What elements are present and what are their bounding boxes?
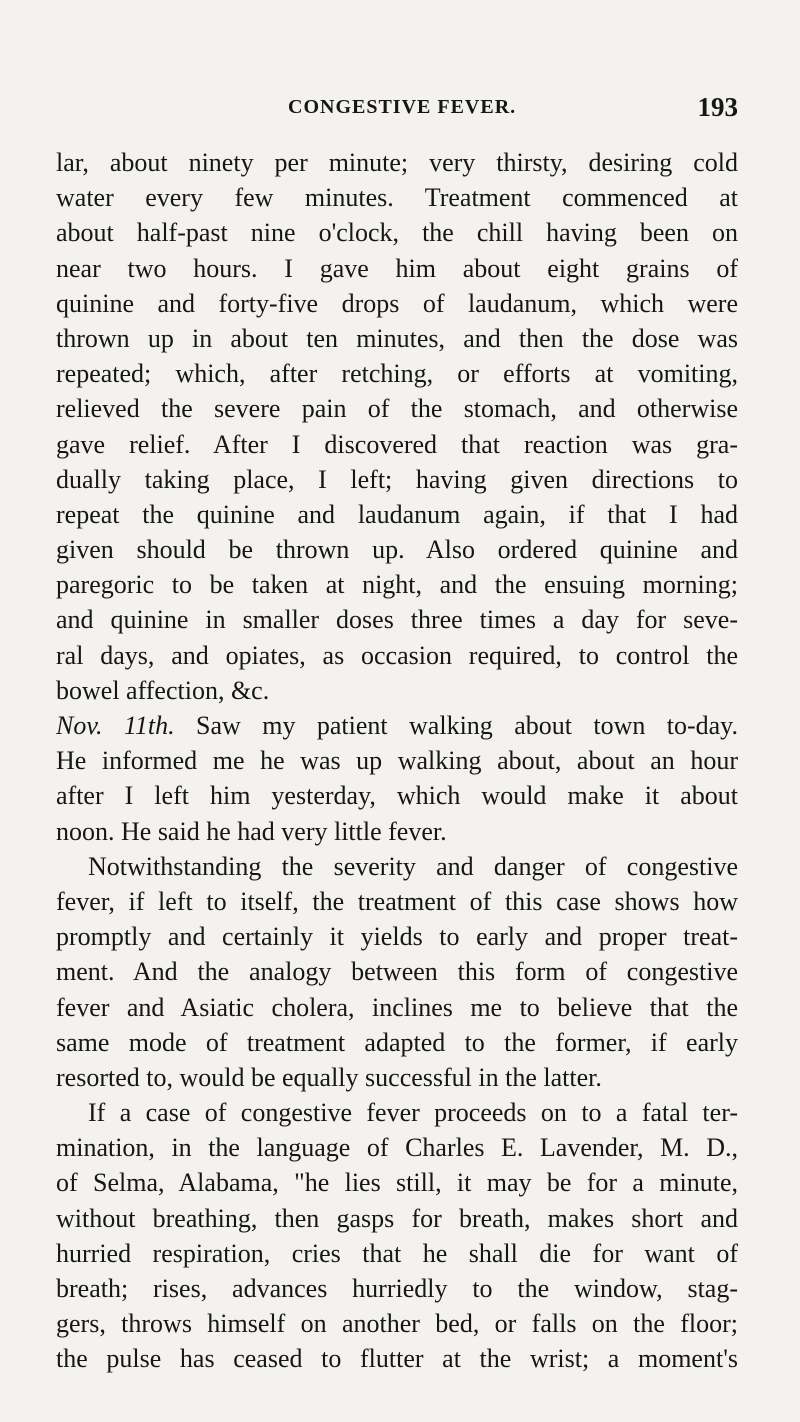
text-line: bowel affection, &c.: [56, 675, 270, 705]
text-line: noon. He said he had very little fever.: [56, 816, 447, 846]
text-line: ment. And the analogy between this form of congestive: [56, 957, 738, 987]
text-line: breath; rises, advances hurriedly to the window, stag-: [56, 1274, 738, 1303]
text-line: about half-past nine o'clock, the chill having been on: [56, 218, 738, 248]
text-line: hurried respiration, cries that he shall die for want of: [56, 1238, 738, 1268]
text-line: the pulse has ceased to flutter at the wrist; a moment's: [56, 1344, 738, 1374]
text-line: fever and Asiatic cholera, inclines me to believe that the: [56, 992, 738, 1022]
text-line: paregoric to be taken at night, and the ensuing morning;: [56, 570, 738, 600]
body-text: [56, 145, 738, 1377]
text-line: dually taking place, I left; having given directions to: [56, 464, 738, 494]
text-line: ral days, and opiates, as occasion required, to control the: [56, 640, 738, 670]
text-line: mination, in the language of Charles E. Lavender, M. D.,: [56, 1133, 738, 1163]
entry-text: Saw my patient walking about town to-day.: [174, 711, 738, 740]
text-line: [56, 708, 738, 743]
text-line: He informed me he was up walking about, about an hour: [56, 746, 738, 776]
running-head: [60, 92, 738, 128]
text-line: water every few minutes. Treatment commenced at: [56, 183, 738, 213]
page-number: 193: [697, 92, 738, 122]
text-line: relieved the severe pain of the stomach, and otherwise: [56, 394, 738, 424]
text-line: near two hours. I gave him about eight grains of: [56, 253, 738, 283]
text-line: quinine and forty-five drops of laudanum, which were: [56, 288, 738, 318]
text-line: and quinine in smaller doses three times a day for seve-: [56, 605, 738, 635]
text-line: resorted to, would be equally successful in the latter.: [56, 1062, 602, 1092]
text-line: promptly and certainly it yields to early and proper treat-: [56, 922, 738, 952]
entry-date: Nov. 11th.: [56, 711, 175, 740]
text-line: gers, throws himself on another bed, or falls on the floor;: [56, 1309, 738, 1339]
text-line: gave relief. After I discovered that reaction was gra-: [56, 429, 738, 459]
text-line: fever, if left to itself, the treatment of this case shows how: [56, 886, 738, 916]
text-line: Notwithstanding the severity and danger of congestive: [88, 851, 738, 881]
text-line: same mode of treatment adapted to the former, if early: [56, 1027, 738, 1057]
text-line: given should be thrown up. Also ordered quinine and: [56, 535, 738, 565]
running-title: CONGESTIVE FEVER.: [288, 96, 517, 118]
text-line: of Selma, Alabama, "he lies still, it may be for a minute,: [56, 1168, 738, 1198]
text-line: after I left him yesterday, which would make it about: [56, 781, 738, 811]
text-line: lar, about ninety per minute; very thirsty, desiring cold: [56, 148, 738, 177]
text-line: repeated; which, after retching, or efforts at vomiting,: [56, 359, 738, 389]
text-line: repeat the quinine and laudanum again, if that I had: [56, 499, 738, 529]
text-line: without breathing, then gasps for breath, makes short and: [56, 1203, 738, 1233]
text-line: thrown up in about ten minutes, and then the dose was: [56, 323, 738, 353]
text-line: If a case of congestive fever proceeds on to a fatal ter-: [88, 1098, 738, 1128]
